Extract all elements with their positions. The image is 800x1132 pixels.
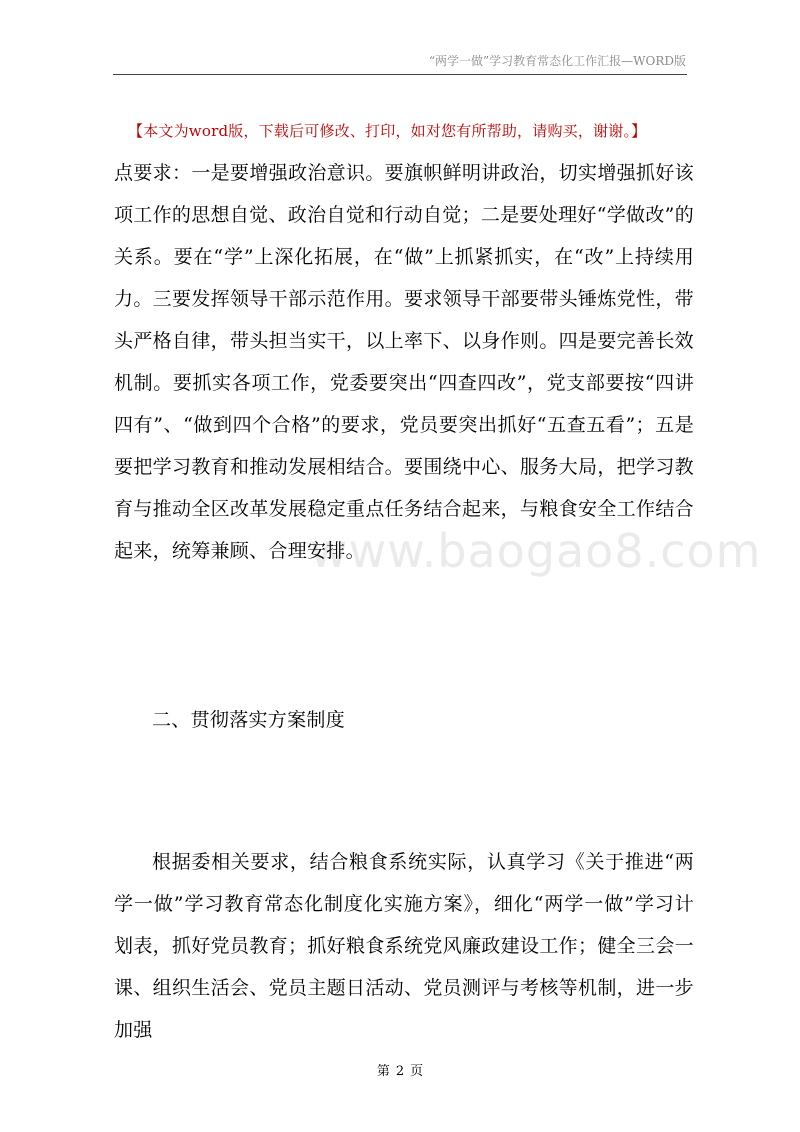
header-divider xyxy=(113,74,687,75)
section-heading: 二、贯彻落实方案制度 xyxy=(152,709,346,731)
running-header: “两学一做”学习教育常态化工作汇报—WORD版 xyxy=(428,54,686,68)
page-number: 2 xyxy=(395,1064,405,1079)
body-paragraph-2: 根据委相关要求，结合粮食系统实际，认真学习《关于推进“两学一做”学习教育常态化制度化实施方案》，细化“两学一做”学习计划表，抓好党员教育；抓好粮食系统党风廉政建设工作；健全三会一课、组织生活会、党员主题日活动、党员测评与考核等机制，进一步加强 xyxy=(114,851,694,1041)
download-notice: 【本文为word版，下载后可修改、打印，如对您有所帮助，请购买，谢谢。】 xyxy=(128,122,647,140)
page-prefix: 第 xyxy=(376,1064,390,1079)
page-footer xyxy=(0,1060,800,1079)
body-paragraph-1: 点要求：一是要增强政治意识。要旗帜鲜明讲政治，切实增强抓好该项工作的思想自觉、政治自觉和行动自觉；二是要处理好“学做改”的关系。要在“学”上深化拓展，在“做”上抓紧抓实，在“改”上持续用力。三要发挥领导干部示范作用。要求领导干部要带头锤炼党性，带头严格自律，带头担当实干，以上率下、以身作则。四是要完善长效机制。要抓实各项工作，党委要突出“四查四改”，党支部要按“四讲四有”、“做到四个合格”的要求，党员要突出抓好“五查五看”；五是要把学习教育和推动发展相结合。要围绕中心、服务大局，把学习教育与推动全区改革发展稳定重点任务结合起来，与粮食安全工作结合起来，统筹兼顾、合理安排。 xyxy=(114,162,694,562)
page-suffix: 页 xyxy=(410,1064,424,1079)
watermark: www.baogao8.com xyxy=(310,524,762,578)
